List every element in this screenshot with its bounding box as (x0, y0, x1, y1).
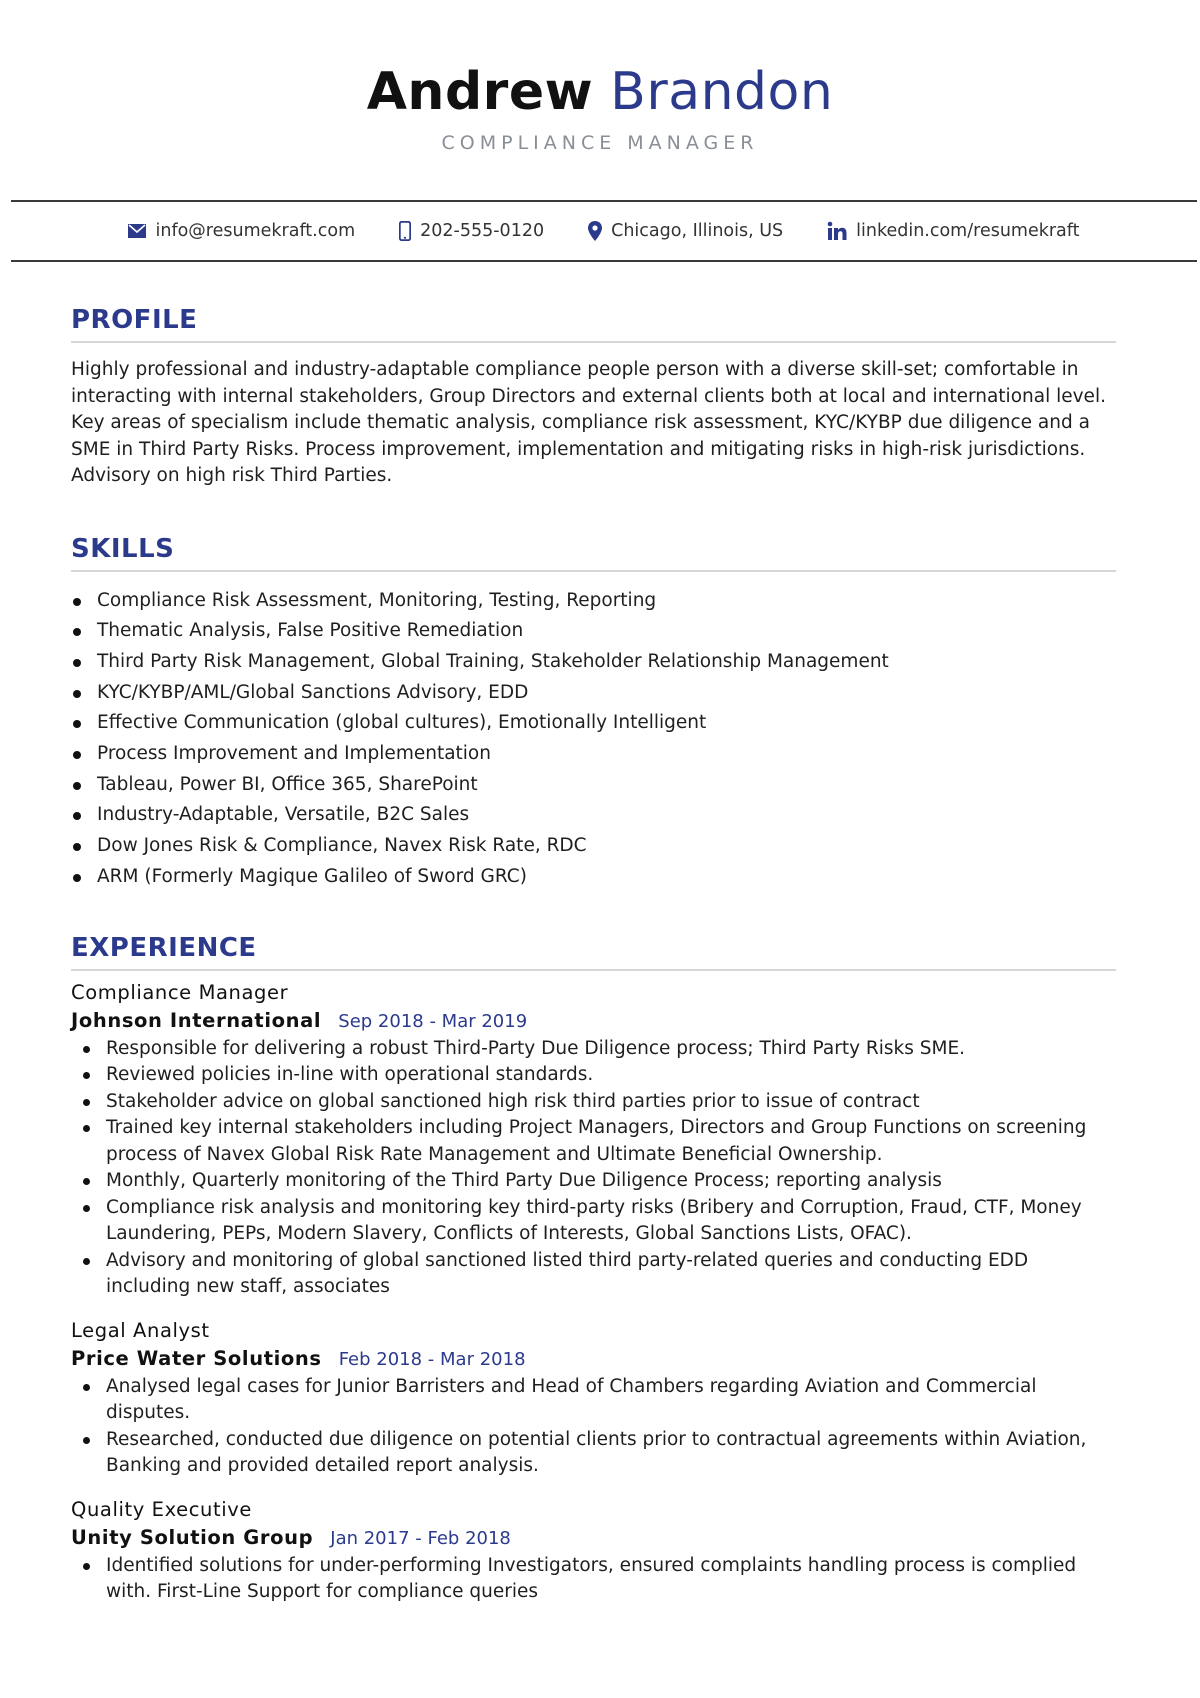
job-bullet: Compliance risk analysis and monitoring key third-party risks (Bribery and Corruption, Fraud, CTF, Money Laundering, PEPs, Modern Slavery, Conflicts of Interests, Global Sanctions Lists, OFAC). (71, 1195, 1116, 1248)
job-bullet: Identified solutions for under-performing Investigators, ensured complaints handling process is complied with. First-Line Support for compliance queries (71, 1553, 1116, 1606)
job-title-subheading: COMPLIANCE MANAGER (441, 132, 759, 154)
linkedin-icon (827, 221, 847, 241)
envelope-icon (128, 224, 146, 238)
linkedin-text: linkedin.com/resumekraft (856, 221, 1080, 241)
skill-item: Tableau, Power BI, Office 365, SharePoint (71, 770, 1116, 801)
bullet-icon (83, 1437, 90, 1444)
profile-summary: Highly professional and industry-adaptable compliance people person with a diverse skill-set; comfortable in interacting with internal stakeholders, Group Directors and external clients both at local and international level. Key areas of specialism include thematic analysis, compliance risk assessment, KYC/KYBP due diligence and a SME in Third Party Risks. Process improvement, implementation and mitigating risks in high-risk jurisdictions. Advisory on high risk Third Parties. (71, 359, 1106, 486)
bullet-icon (83, 1072, 90, 1079)
job-bullet: Responsible for delivering a robust Third-Party Due Diligence process; Third Party Risks SME. (71, 1036, 1116, 1063)
first-name: Andrew (366, 62, 594, 122)
skills-section (71, 534, 1116, 893)
bullet-icon (73, 659, 81, 667)
map-pin-icon (588, 221, 602, 241)
bullet-icon (73, 843, 81, 851)
profile-heading: PROFILE (71, 305, 1116, 343)
skills-heading: SKILLS (71, 534, 1116, 572)
job-bullet: Advisory and monitoring of global sanctioned listed third party-related queries and conducting EDD including new staff, associates (71, 1248, 1116, 1301)
job-bullet-list (71, 1374, 1116, 1480)
experience-heading: EXPERIENCE (71, 933, 1116, 971)
job-role: Quality Executive (71, 1497, 253, 1521)
phone-text: 202-555-0120 (420, 221, 545, 241)
skill-item: Compliance Risk Assessment, Monitoring, Testing, Reporting (71, 586, 1116, 617)
job-role: Compliance Manager (71, 980, 289, 1004)
skill-item: Third Party Risk Management, Global Training, Stakeholder Relationship Management (71, 647, 1116, 678)
bullet-icon (83, 1099, 90, 1106)
job-dates: Sep 2018 - Mar 2019 (338, 1010, 528, 1032)
job-entry (71, 1496, 1116, 1606)
skill-item: Dow Jones Risk & Compliance, Navex Risk Rate, RDC (71, 831, 1116, 862)
resume-body (71, 305, 1116, 1618)
job-company: Johnson International (71, 1008, 322, 1032)
bullet-icon (73, 751, 81, 759)
job-bullet: Stakeholder advice on global sanctioned high risk third parties prior to issue of contract (71, 1089, 1116, 1116)
job-bullet: Trained key internal stakeholders including Project Managers, Directors and Group Functions on screening process of Navex Global Risk Rate Management and Ultimate Beneficial Ownership. (71, 1115, 1116, 1168)
job-company: Price Water Solutions (71, 1346, 322, 1370)
last-name: Brandon (610, 62, 834, 122)
skills-list (71, 586, 1116, 893)
bullet-icon (83, 1046, 90, 1053)
contact-bar (11, 200, 1197, 262)
job-bullet-list (71, 1553, 1116, 1606)
bullet-icon (73, 628, 81, 636)
bullet-icon (73, 782, 81, 790)
bullet-icon (83, 1384, 90, 1391)
location-text: Chicago, Illinois, US (611, 221, 784, 241)
skill-item: ARM (Formerly Magique Galileo of Sword GRC) (71, 862, 1116, 893)
job-bullet-list (71, 1036, 1116, 1301)
skill-item: Thematic Analysis, False Positive Remediation (71, 616, 1116, 647)
bullet-icon (83, 1258, 90, 1265)
mobile-phone-icon (399, 221, 411, 241)
job-bullet: Analysed legal cases for Junior Barristers and Head of Chambers regarding Aviation and Commercial disputes. (71, 1374, 1116, 1427)
bullet-icon (73, 812, 81, 820)
candidate-name (0, 62, 1200, 122)
skill-item: Process Improvement and Implementation (71, 739, 1116, 770)
job-entry (71, 979, 1116, 1301)
contact-linkedin[interactable] (827, 221, 1079, 241)
bullet-icon (73, 720, 81, 728)
bullet-icon (83, 1178, 90, 1185)
profile-section (71, 305, 1116, 490)
job-bullet: Reviewed policies in-line with operational standards. (71, 1062, 1116, 1089)
contact-email[interactable] (128, 221, 355, 241)
contact-phone[interactable] (399, 221, 544, 241)
bullet-icon (73, 874, 81, 882)
resume-header (0, 0, 1200, 154)
job-dates: Jan 2017 - Feb 2018 (330, 1527, 511, 1549)
job-dates: Feb 2018 - Mar 2018 (338, 1348, 526, 1370)
email-text: info@resumekraft.com (155, 221, 356, 241)
bullet-icon (73, 598, 81, 606)
experience-section (71, 933, 1116, 1606)
job-company: Unity Solution Group (71, 1525, 314, 1549)
contact-location (588, 221, 783, 241)
bullet-icon (83, 1563, 90, 1570)
job-bullet: Researched, conducted due diligence on potential clients prior to contractual agreements within Aviation, Banking and provided detailed report analysis. (71, 1427, 1116, 1480)
bullet-icon (73, 690, 81, 698)
job-role: Legal Analyst (71, 1318, 210, 1342)
bullet-icon (83, 1125, 90, 1132)
bullet-icon (83, 1205, 90, 1212)
skill-item: KYC/KYBP/AML/Global Sanctions Advisory, EDD (71, 678, 1116, 709)
skill-item: Effective Communication (global cultures), Emotionally Intelligent (71, 708, 1116, 739)
job-entry (71, 1317, 1116, 1480)
skill-item: Industry-Adaptable, Versatile, B2C Sales (71, 800, 1116, 831)
job-bullet: Monthly, Quarterly monitoring of the Third Party Due Diligence Process; reporting analysis (71, 1168, 1116, 1195)
